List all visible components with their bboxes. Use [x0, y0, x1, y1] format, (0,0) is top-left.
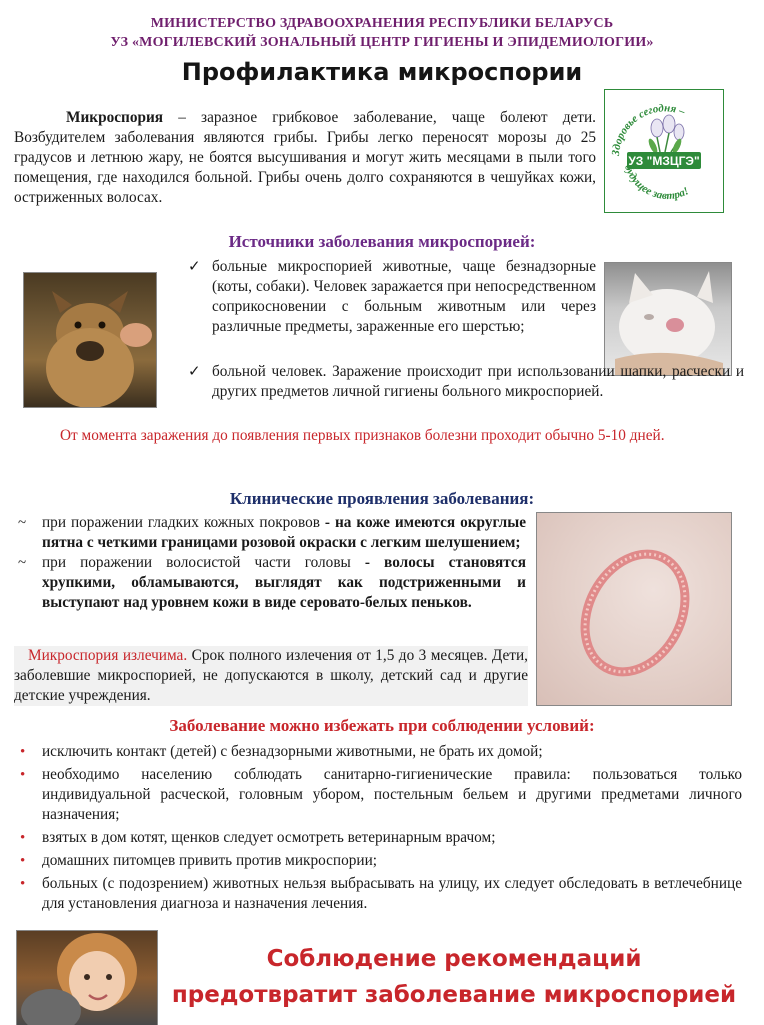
- list-item: [16, 742, 742, 762]
- sources-heading: Источники заболевания микроспорией:: [228, 232, 536, 251]
- list-item: [16, 851, 742, 871]
- source-item-text: больные микроспорией животные, чаще безнадзорные (коты, собаки). Человек заражается при непосредственном соприкосновении с больным животным или через различные предметы, зараженные его шерстью;: [212, 258, 596, 335]
- prevention-list: [16, 742, 742, 914]
- clinical-list: [14, 513, 526, 613]
- child-with-cat-photo: [16, 930, 158, 1025]
- list-item: [188, 257, 596, 337]
- list-item: [14, 513, 526, 553]
- svg-text:УЗ "МЗЦГЭ": УЗ "МЗЦГЭ": [628, 154, 700, 168]
- intro-paragraph: [14, 108, 596, 208]
- prevention-item-text: больных (с подозрением) животных нельзя выбрасывать на улицу, их следует обследовать в ветлечебнице для установления диагноза и назначения лечения.: [42, 875, 742, 912]
- clinical-heading: Клинические проявления заболевания:: [229, 489, 535, 508]
- curable-rest: Срок полного излечения от 1,5 до 3 месяцев. Дети, заболевшие микроспорией, не допускаются в школу, детский сад и другие детские учреждения.: [14, 647, 528, 704]
- curable-lead: Микроспория излечима.: [28, 647, 188, 664]
- list-item: [16, 765, 742, 825]
- logo-emblem-icon: [605, 90, 723, 212]
- clinical-lead: при поражении гладких кожных покровов: [42, 514, 320, 531]
- bullet-icon: •: [20, 876, 26, 892]
- check-icon: ✓: [188, 364, 201, 380]
- cat-photo: [604, 262, 732, 376]
- curable-note: [14, 646, 528, 706]
- bullet-icon: •: [20, 744, 26, 760]
- list-item: [188, 362, 744, 402]
- clinical-rest: - волосы становятся хрупкими, обламываются, выглядят как подстриженными и выступают над уровнем кожи в виде серовато-белых пеньков.: [42, 554, 526, 611]
- prevention-item-text: необходимо населению соблюдать санитарно-гигиенические правила: пользоваться только индивидуальной расческой, головным убором, постельным бельем и другими предметами личного назначения;: [42, 766, 742, 823]
- prevention-heading: Заболевание можно избежать при соблюдении условий:: [169, 716, 595, 735]
- center-logo: [604, 89, 724, 213]
- skin-lesion-photo: [536, 512, 732, 706]
- source-item-text: больной человек. Заражение происходит при использовании шапки, расчески и других предметов личной гигиены больного микроспорией.: [212, 363, 744, 400]
- center-header: УЗ «МОГИЛЕВСКИЙ ЗОНАЛЬНЫЙ ЦЕНТР ГИГИЕНЫ И ЭПИДЕМИОЛОГИИ»: [110, 35, 654, 50]
- incubation-note: От момента заражения до появления первых признаков болезни проходит обычно 5-10 дней.: [60, 427, 665, 444]
- bullet-icon: •: [20, 830, 26, 846]
- prevention-item-text: исключить контакт (детей) с безнадзорными животными, не брать их домой;: [42, 743, 543, 760]
- page-title: Профилактика микроспории: [181, 58, 583, 86]
- list-item: [16, 828, 742, 848]
- sources-list-2: [188, 362, 744, 402]
- bullet-icon: •: [20, 767, 26, 783]
- ministry-header: МИНИСТЕРСТВО ЗДРАВООХРАНЕНИЯ РЕСПУБЛИКИ БЕЛАРУСЬ: [150, 16, 614, 31]
- dog-photo: [23, 272, 157, 408]
- bullet-icon: •: [20, 853, 26, 869]
- prevention-item-text: взятых в дом котят, щенков следует осмотреть ветеринарным врачом;: [42, 829, 496, 846]
- tilde-icon: ~: [18, 515, 27, 531]
- intro-term: Микроспория: [66, 109, 164, 126]
- list-item: [16, 874, 742, 914]
- clinical-rest: - на коже имеются округлые пятна с четкими границами розовой окраски с легким шелушением;: [42, 514, 526, 551]
- svg-text:будущее завтра!: будущее завтра!: [622, 163, 691, 203]
- prevention-item-text: домашних питомцев привить против микроспории;: [42, 852, 378, 869]
- footer-line-1: Соблюдение рекомендаций: [266, 946, 642, 972]
- clinical-lead: при поражении волосистой части головы: [42, 554, 351, 571]
- intro-text: – заразное грибковое заболевание, чаще болеют дети. Возбудителем заболевания являются грибы. Грибы легко переносят морозы до 25 градусов и летнюю жару, не боятся высушивания и могут жить месяцами в пыли того помещения, где находился больной. Грибы очень долго сохраняются в чешуйках кожи, остриженных волосах.: [14, 109, 596, 206]
- svg-text:Здоровье сегодня –: Здоровье сегодня –: [609, 102, 687, 157]
- footer-line-2: предотвратит заболевание микроспорией: [171, 982, 737, 1008]
- check-icon: ✓: [188, 259, 201, 275]
- sources-list: [188, 257, 596, 337]
- list-item: [14, 553, 526, 613]
- tilde-icon: ~: [18, 555, 27, 571]
